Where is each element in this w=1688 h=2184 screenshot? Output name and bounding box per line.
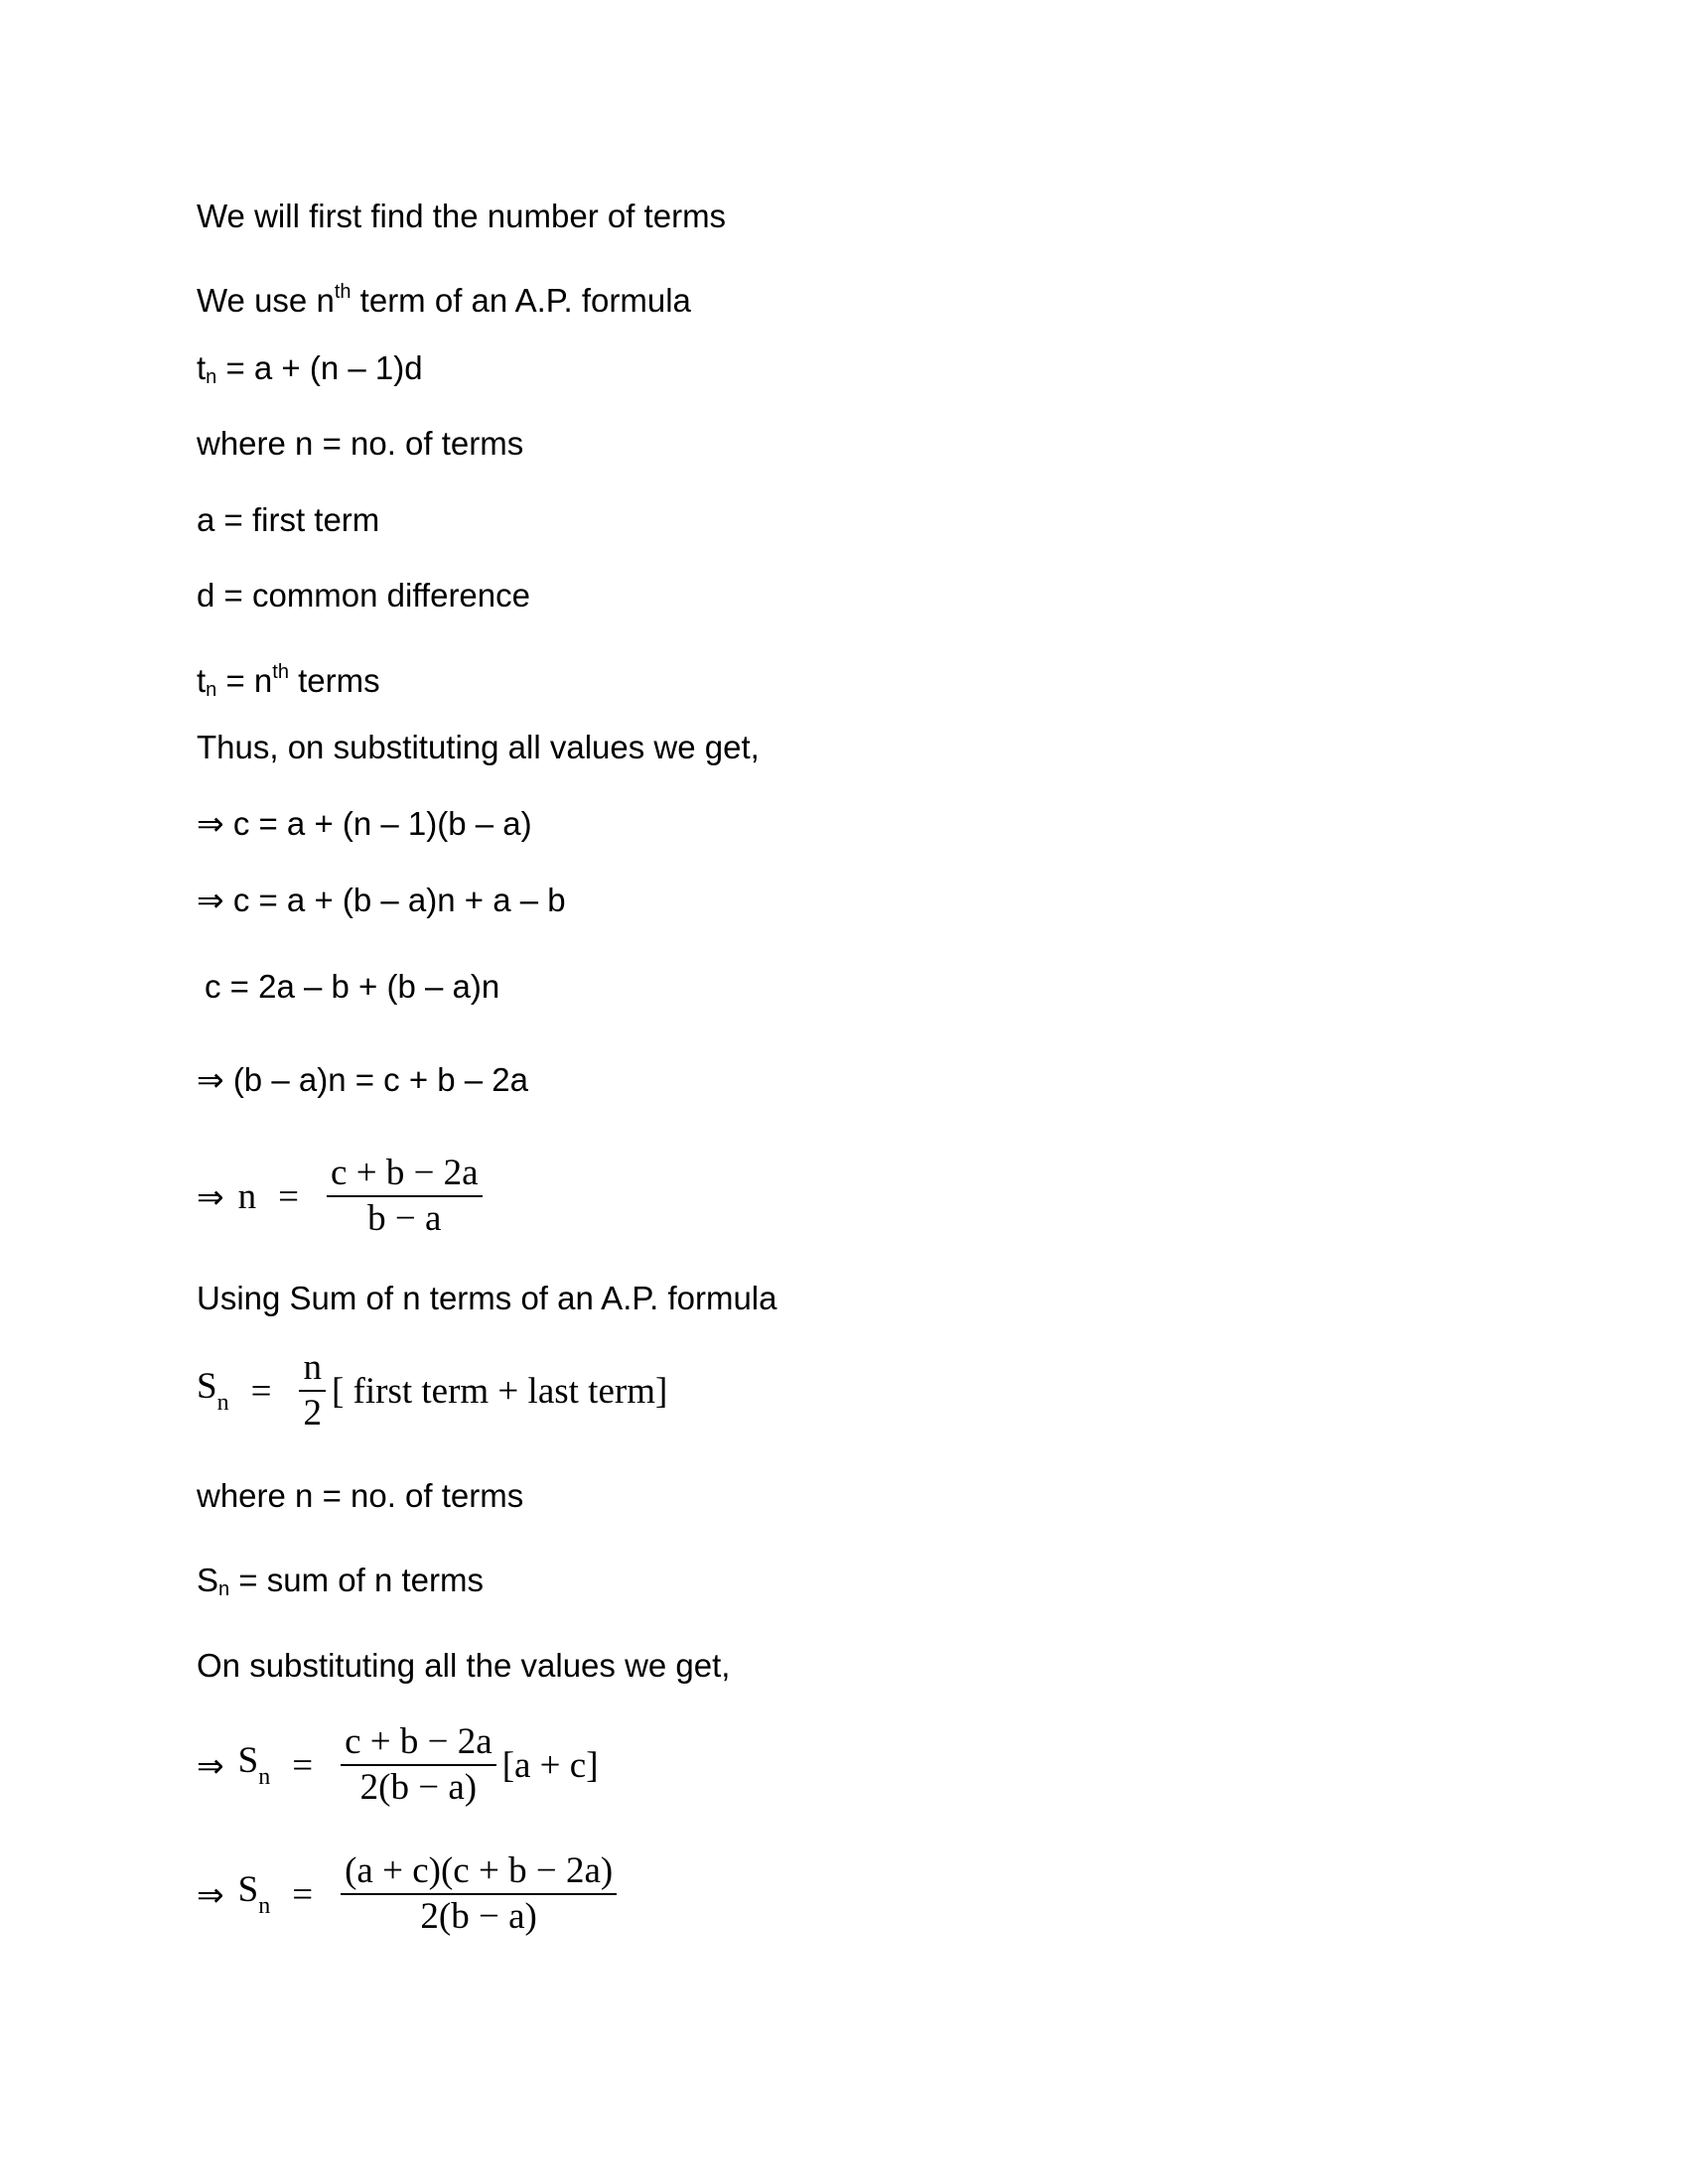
text: = n: [216, 662, 273, 699]
fraction: [341, 1851, 617, 1937]
text: t: [197, 662, 207, 699]
bracket-term: [a + c]: [501, 1744, 599, 1786]
nth-term-formula-heading: [197, 272, 691, 321]
equals: =: [292, 1744, 314, 1786]
implies-arrow: ⇒: [197, 1875, 224, 1913]
equals: =: [278, 1175, 300, 1217]
numerator: n: [303, 1347, 322, 1388]
definition-n-2: where n = no. of terms: [197, 1477, 524, 1514]
text: S: [197, 1562, 219, 1598]
step-4: ⇒ (b – a)n = c + b – 2a: [197, 1061, 529, 1098]
lhs: $S_n$: [237, 1869, 271, 1919]
equation-sum-sub-2: [197, 1851, 623, 1937]
superscript: th: [272, 661, 289, 683]
text: = a + (n – 1)d: [216, 349, 423, 386]
fraction: [327, 1154, 483, 1239]
equation-n-solve: [197, 1154, 489, 1239]
step-3: c = 2a – b + (b – a)n: [205, 968, 500, 1005]
superscript: th: [334, 281, 352, 303]
numerator: c + b − 2a: [331, 1153, 479, 1193]
text: = sum of n terms: [229, 1562, 484, 1598]
definition-a: a = first term: [197, 501, 380, 538]
equation-sum-formula: [197, 1348, 667, 1433]
text: term of an A.P. formula: [351, 282, 691, 319]
lhs: $S_n$: [197, 1366, 229, 1416]
text: We use n: [197, 282, 335, 319]
step-2: ⇒ c = a + (b – a)n + a – b: [197, 882, 566, 918]
numerator: (a + c)(c + b − 2a): [345, 1850, 614, 1891]
implies-arrow: ⇒: [197, 1746, 224, 1784]
definition-n: where n = no. of terms: [197, 425, 524, 462]
definition-tn: [197, 652, 380, 710]
thus-text: Thus, on substituting all values we get,: [197, 729, 760, 765]
fraction: [341, 1722, 496, 1808]
denominator: 2(b − a): [341, 1764, 496, 1808]
lhs: n: [237, 1175, 257, 1217]
equals: =: [292, 1873, 314, 1915]
fraction: [299, 1348, 326, 1433]
numerator: c + b − 2a: [345, 1721, 492, 1762]
intro-text: We will first find the number of terms: [197, 198, 727, 234]
text: t: [197, 349, 207, 386]
text: terms: [288, 662, 380, 699]
denominator: 2: [299, 1390, 326, 1433]
definition-sn: [197, 1561, 484, 1609]
subscript: n: [218, 1578, 230, 1600]
step-1: ⇒ c = a + (n – 1)(b – a): [197, 805, 532, 842]
nth-term-formula: [197, 348, 423, 397]
bracket-term: [ first term + last term]: [331, 1370, 668, 1412]
definition-d: d = common difference: [197, 577, 530, 614]
denominator: 2(b − a): [341, 1893, 617, 1937]
sum-formula-heading: Using Sum of n terms of an A.P. formula: [197, 1280, 777, 1316]
equals: =: [250, 1370, 272, 1412]
on-substituting-text: On substituting all the values we get,: [197, 1647, 731, 1684]
implies-arrow: ⇒: [197, 1177, 224, 1215]
denominator: b − a: [327, 1195, 483, 1239]
subscript: n: [206, 366, 217, 388]
equation-sum-sub-1: [197, 1722, 599, 1808]
lhs: $S_n$: [237, 1740, 271, 1790]
subscript: n: [206, 679, 217, 701]
